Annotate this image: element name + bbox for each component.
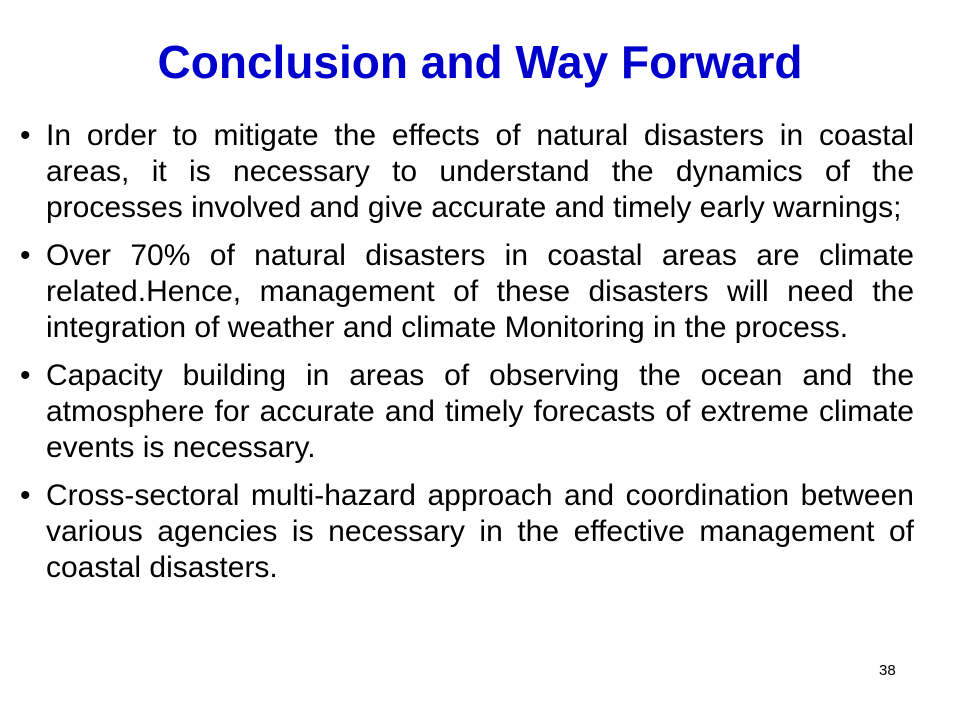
bullet-item-early-warnings xyxy=(0,118,960,226)
bullet-dot-icon: • xyxy=(20,479,31,512)
bullet-text: In order to mitigate the effects of natural disasters in coastal areas, it is necessary to understand the dynamics of the processes involved and give accurate and timely early warnings; xyxy=(46,119,914,224)
bullet-text: Over 70% of natural disasters in coastal areas are climate related.Hence, management of these disasters will need the integration of weather and climate Monitoring in the process. xyxy=(46,239,914,344)
bullet-text: Capacity building in areas of observing the ocean and the atmosphere for accurate and timely forecasts of extreme climate events is necessary. xyxy=(46,359,914,464)
bullet-text: Cross-sectoral multi-hazard approach and coordination between various agencies is necessary in the effective management of coastal disasters. xyxy=(46,479,914,584)
bullet-item-cross-sectoral xyxy=(0,478,960,586)
bullet-item-capacity-building xyxy=(0,358,960,466)
slide-title: Conclusion and Way Forward xyxy=(157,36,803,88)
page-number: 38 xyxy=(879,662,896,679)
bullet-item-climate-related xyxy=(0,238,960,346)
bullet-dot-icon: • xyxy=(20,119,31,152)
bullet-list xyxy=(0,118,960,586)
bullet-dot-icon: • xyxy=(20,359,31,392)
bullet-dot-icon: • xyxy=(20,239,31,272)
